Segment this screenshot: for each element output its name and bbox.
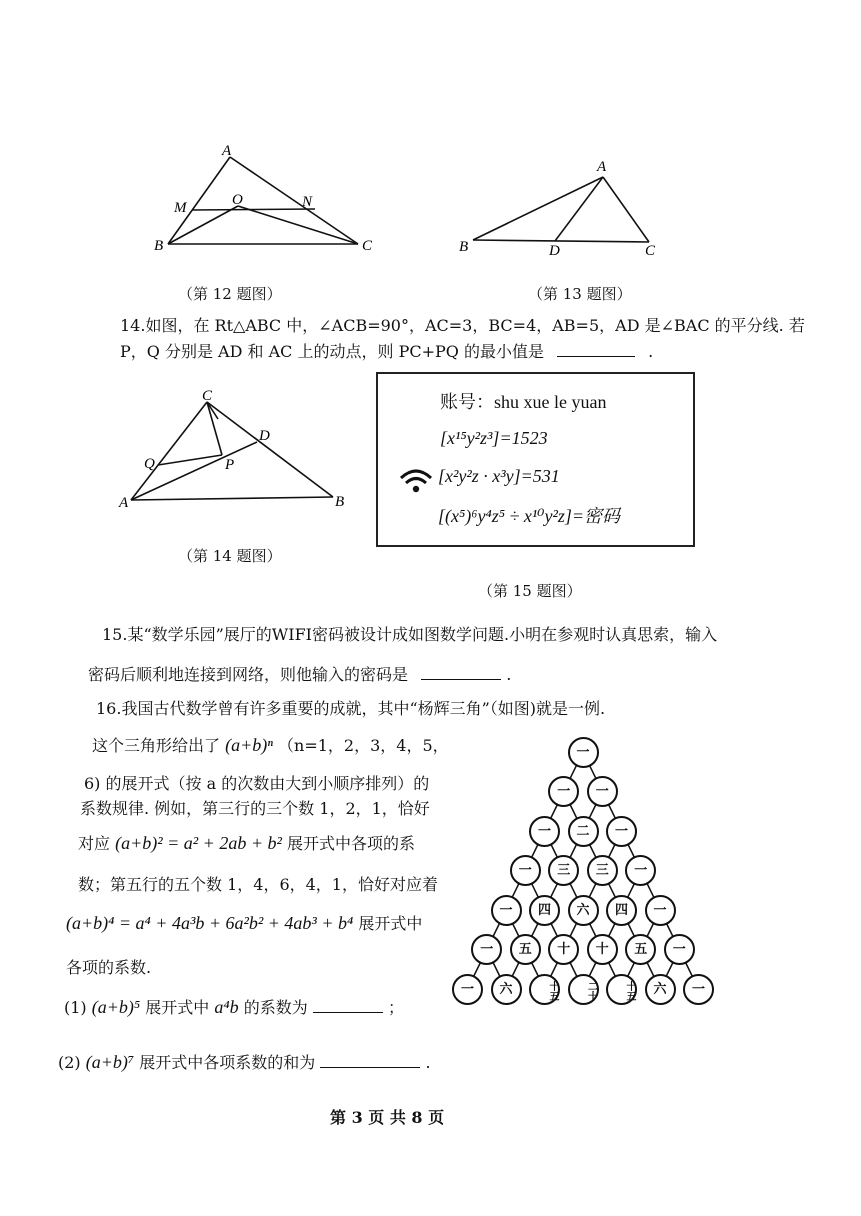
- triangle-node: 五: [510, 934, 541, 965]
- q15-line1: 15.某“数学乐园”展厅的WIFI密码被设计成如图数学问题.小明在参观时认真思索，输入: [102, 625, 718, 644]
- triangle-node: 二: [568, 816, 599, 847]
- q16-p1-expr2: a⁴b: [214, 997, 239, 1017]
- yang-hui-triangle: [440, 730, 730, 1010]
- triangle-node: 六: [645, 974, 676, 1005]
- q16-p2b: 展开式中各项系数的和为: [139, 1053, 316, 1072]
- triangle-node: 十五: [529, 974, 560, 1005]
- triangle-node: 一: [568, 737, 599, 768]
- triangle-node: 四: [529, 895, 560, 926]
- q16-part1-blank[interactable]: [313, 998, 383, 1013]
- page-footer: 第 3 页 共 8 页: [330, 1108, 445, 1127]
- q14-line1: 14.如图，在 Rt△ABC 中，∠ACB=90°，AC=3，BC=4，AB=5，AD 是∠BAC 的平分线. 若: [120, 316, 805, 335]
- q16-intro: 16.我国古代数学曾有许多重要的成就，其中“杨辉三角”（如图)就是一例.: [96, 699, 606, 718]
- q16-part2-blank[interactable]: [320, 1053, 420, 1068]
- fig14-caption: （第 14 题图）: [178, 547, 282, 565]
- fig12-caption: （第 12 题图）: [178, 285, 282, 303]
- triangle-node: 一: [664, 934, 695, 965]
- fig15-caption: （第 15 题图）: [478, 582, 582, 600]
- q16-p2-expr: (a+b)⁷: [85, 1052, 135, 1072]
- q16-line3: 系数规律. 例如，第三行的三个数 1，2，1，恰好: [80, 799, 430, 818]
- fig14-label-B: B: [335, 494, 345, 510]
- triangle-node: 一: [510, 855, 541, 886]
- triangle-node: 一: [471, 934, 502, 965]
- q16-line1: [92, 733, 449, 756]
- fig13-label-C: C: [645, 243, 656, 259]
- q16-p1c: 的系数为: [243, 998, 308, 1017]
- figure-13: [455, 155, 675, 265]
- q16-l6b: 展开式中: [358, 914, 423, 933]
- q14-line2: [120, 339, 653, 362]
- triangle-node: 十五: [606, 974, 637, 1005]
- triangle-node: 二十: [568, 974, 599, 1005]
- triangle-node: 十: [587, 934, 618, 965]
- q16-p2end: .: [425, 1053, 431, 1072]
- triangle-node: 六: [568, 895, 599, 926]
- q16-p1end: ；: [387, 998, 404, 1017]
- q16-l4-expr: (a+b)² = a² + 2ab + b²: [115, 833, 282, 853]
- fig13-label-A: A: [597, 159, 607, 175]
- q16-p1-expr: (a+b)⁵: [91, 997, 141, 1017]
- q16-l4b: 展开式中各项的系: [286, 834, 415, 853]
- q16-l1-expr: (a+b)ⁿ: [225, 735, 273, 755]
- q16-l1b: （n=1，2，3，4，5，: [278, 736, 449, 755]
- q16-line6: [66, 911, 422, 934]
- triangle-node: 五: [625, 934, 656, 965]
- triangle-lattice: [440, 730, 730, 1010]
- q14-line2-text: P，Q 分别是 AD 和 AC 上的动点，则 PC+PQ 的最小值是: [120, 342, 544, 361]
- triangle-node: 一: [491, 895, 522, 926]
- q16-line4: [78, 831, 415, 854]
- figure-14: [115, 390, 355, 520]
- fig13-label-B: B: [459, 239, 469, 255]
- q14-line2-end: .: [648, 342, 654, 361]
- fig14-label-Q: Q: [144, 456, 155, 472]
- fig13-caption: （第 13 题图）: [528, 285, 632, 303]
- q15-line2-end: .: [506, 665, 512, 684]
- q14-answer-blank[interactable]: [557, 342, 635, 357]
- triangle-node: 一: [606, 816, 637, 847]
- triangle-node: 一: [683, 974, 714, 1005]
- figure-12: [140, 140, 390, 260]
- wifi-line-3: [(x⁵)⁶y⁴z⁵ ÷ x¹⁰y²z]=密码: [438, 506, 621, 526]
- wifi-icon: [398, 466, 434, 494]
- fig12-label-B: B: [154, 238, 164, 254]
- triangle-node: 一: [645, 895, 676, 926]
- fig13-label-D: D: [549, 243, 560, 259]
- wifi-line-1: [x¹⁵y²z³]=1523: [440, 428, 548, 448]
- fig12-label-A: A: [222, 143, 232, 159]
- fig14-label-P: P: [225, 457, 235, 473]
- triangle-node: 十: [548, 934, 579, 965]
- triangle-node: 三: [587, 855, 618, 886]
- q16-p2a: (2): [58, 1053, 81, 1072]
- q16-l1a: 这个三角形给出了: [92, 736, 221, 755]
- fig12-label-C: C: [362, 238, 373, 254]
- q16-line5: 数；第五行的五个数 1，4，6，4，1，恰好对应着: [78, 875, 438, 894]
- q15-answer-blank[interactable]: [421, 665, 501, 680]
- q15-line2: [88, 662, 511, 685]
- q15-line2-text: 密码后顺利地连接到网络，则他输入的密码是: [88, 665, 409, 684]
- triangle-node: 一: [625, 855, 656, 886]
- q16-part1: [64, 995, 404, 1018]
- triangle-node: 一: [548, 776, 579, 807]
- q16-l4a: 对应: [78, 834, 111, 853]
- wifi-account: 账号：shu xue le yuan: [440, 392, 607, 412]
- wifi-line-2: [x²y²z · x³y]=531: [438, 466, 560, 486]
- triangle-node: 一: [452, 974, 483, 1005]
- triangle-node: 六: [491, 974, 522, 1005]
- q16-line7: 各项的系数.: [66, 958, 152, 977]
- fig14-label-C: C: [202, 388, 213, 404]
- q16-p1a: (1): [64, 998, 87, 1017]
- wifi-password-box: [376, 372, 695, 547]
- fig12-label-O: O: [232, 192, 243, 208]
- triangle-node: 三: [548, 855, 579, 886]
- fig12-label-N: N: [302, 194, 313, 210]
- q16-line2: 6) 的展开式（按 a 的次数由大到小顺序排列）的: [84, 774, 430, 793]
- fig14-label-A: A: [119, 495, 129, 511]
- fig14-label-D: D: [259, 428, 270, 444]
- triangle-node: 四: [606, 895, 637, 926]
- fig12-label-M: M: [174, 200, 187, 216]
- q16-l6-expr: (a+b)⁴ = a⁴ + 4a³b + 6a²b² + 4ab³ + b⁴: [66, 913, 354, 933]
- q16-p1b: 展开式中: [145, 998, 210, 1017]
- triangle-node: 一: [529, 816, 560, 847]
- triangle-node: 一: [587, 776, 618, 807]
- q16-part2: [58, 1050, 431, 1073]
